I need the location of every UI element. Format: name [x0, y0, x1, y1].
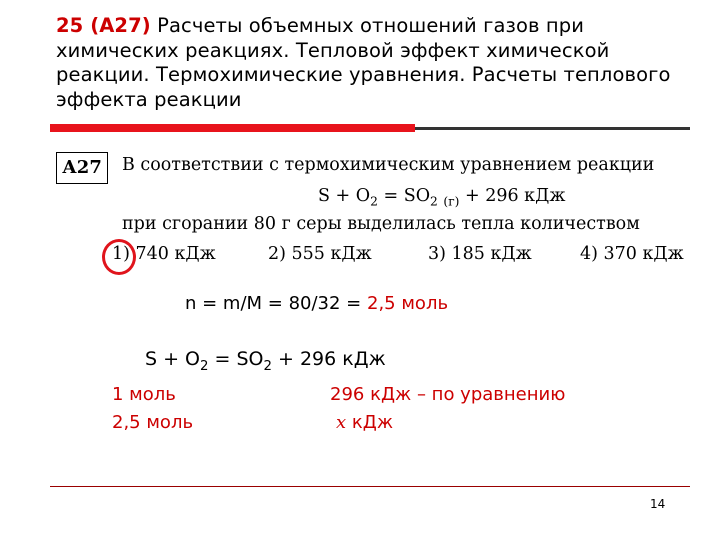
answer-option-2: 2) 555 кДж [268, 244, 372, 264]
answer-option-4: 4) 370 кДж [580, 244, 684, 264]
footer-divider [50, 486, 690, 487]
solution-calc [185, 293, 448, 314]
slide-title [56, 14, 676, 112]
task-label: А27 [56, 152, 108, 184]
proportion-right-1: 296 кДж – по уравнению [330, 384, 566, 405]
task-text-line2: при сгорании 80 г серы выделилась тепла количеством [122, 214, 640, 234]
answer-option-3: 3) 185 кДж [428, 244, 532, 264]
calc-result: 2,5 моль [367, 293, 449, 314]
calc-formula: n = m/M = 80/32 = [185, 293, 367, 314]
proportion-left-1: 1 моль [112, 384, 176, 405]
title-number: 25 (А27) [56, 14, 151, 37]
proportion-right-2: x кДж [336, 412, 394, 433]
task-equation: $S + O_2 = SO_2$ $_{(г)}$ + 296 кДж [318, 186, 566, 209]
solution-equation: $S + O_2 = SO_2 + 296$ кДж [145, 348, 386, 374]
correct-answer-circle [102, 239, 136, 275]
title-accent-bar [50, 124, 415, 132]
task-text-line1: В соответствии с термохимическим уравнением реакции [122, 155, 655, 175]
page-number: 14 [650, 497, 666, 511]
proportion-left-2: 2,5 моль [112, 412, 194, 433]
answer-option-1: 1) 740 кДж [112, 244, 216, 264]
title-text: Расчеты объемных отношений газов при химических реакциях. Тепловой эффект химической реакции. Термохимические уравнения. Расчеты теплового эффекта реакции [56, 14, 671, 111]
